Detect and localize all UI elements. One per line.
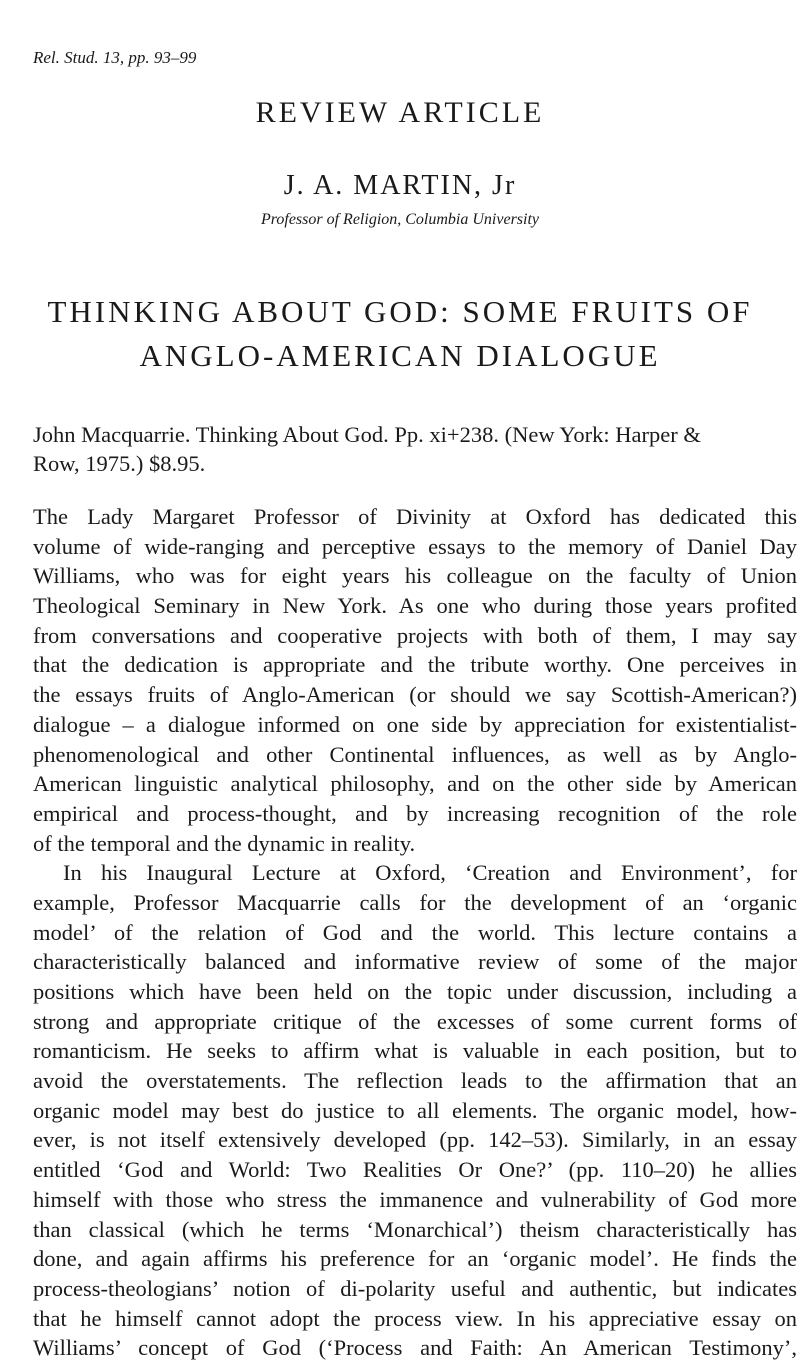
text-line: himself with those who stress the immanence and vulnerability of God more — [33, 1186, 797, 1212]
text-line: than classical (which he terms ‘Monarchical’) theism characteristically has — [33, 1216, 797, 1242]
citation-line: Row, 1975.) $8.95. — [33, 451, 206, 476]
article-title-line: ANGLO-AMERICAN DIALOGUE — [139, 338, 661, 373]
paragraph-1 — [33, 502, 797, 858]
journal-reference: Rel. Stud. 13, pp. 93–99 — [33, 48, 197, 67]
author-affiliation: Professor of Religion, Columbia University — [260, 211, 540, 228]
text-line: from conversations and cooperative projects with both of them, I may say — [33, 622, 797, 648]
text-line: done, and again affirms his preference for an ‘organic model’. He finds the — [33, 1246, 797, 1272]
text-line: that the dedication is appropriate and the tribute worthy. One perceives in — [33, 652, 797, 678]
text-line: positions which have been held on the topic under discussion, including a — [33, 979, 797, 1004]
text-line: example, Professor Macquarrie calls for the development of an ‘organic — [33, 889, 797, 915]
author-name: J. A. MARTIN, Jr — [283, 170, 517, 201]
text-line: romanticism. He seeks to affirm what is valuable in each position, but to — [33, 1038, 797, 1064]
book-citation — [33, 420, 773, 478]
article-body — [33, 502, 797, 1363]
text-line: empirical and process-thought, and by increasing recognition of the role — [33, 800, 797, 826]
text-line: phenomenological and other Continental influences, as well as by Anglo- — [33, 741, 797, 767]
text-line: strong and appropriate critique of the excesses of some current forms of — [33, 1008, 797, 1034]
text-line: avoid the overstatements. The reflection leads to the affirmation that an — [33, 1068, 797, 1094]
text-line: Williams’ concept of God (‘Process and Faith: An American Testimony’, — [33, 1335, 797, 1361]
citation-line: John Macquarrie. Thinking About God. Pp. xi+238. (New York: Harper & — [33, 422, 701, 447]
text-line: the essays fruits of Anglo-American (or should we say Scottish-American?) — [33, 682, 797, 708]
paragraph-2 — [33, 858, 797, 1363]
text-line: Williams, who was for eight years his colleague on the faculty of Union — [33, 563, 797, 589]
text-line: Theological Seminary in New York. As one who during those years profited — [33, 593, 797, 619]
text-line: model’ of the relation of God and the world. This lecture contains a — [33, 919, 797, 945]
text-line: characteristically balanced and informative review of some of the major — [33, 949, 797, 975]
article-title-line: THINKING ABOUT GOD: SOME FRUITS OF — [47, 294, 753, 329]
text-line: process-theologians’ notion of di-polarity useful and authentic, but indicates — [33, 1275, 797, 1301]
article-title — [0, 290, 800, 378]
text-line: volume of wide-ranging and perceptive essays to the memory of Daniel Day — [33, 533, 797, 559]
text-line: that he himself cannot adopt the process view. In his appreciative essay on — [33, 1305, 797, 1331]
text-line: dialogue – a dialogue informed on one side by appreciation for existentialist- — [33, 711, 797, 737]
text-line: American linguistic analytical philosophy, and on the other side by American — [33, 771, 797, 797]
text-line: ever, is not itself extensively developed (pp. 142–53). Similarly, in an essay — [33, 1127, 797, 1153]
text-line: of the temporal and the dynamic in reality. — [33, 830, 416, 856]
text-line: organic model may best do justice to all elements. The organic model, how- — [33, 1097, 797, 1123]
text-line: entitled ‘God and World: Two Realities Or One?’ (pp. 110–20) he allies — [33, 1157, 797, 1183]
section-label: REVIEW ARTICLE — [255, 96, 545, 129]
text-line: The Lady Margaret Professor of Divinity at Oxford has dedicated this — [33, 504, 797, 529]
text-line: In his Inaugural Lecture at Oxford, ‘Creation and Environment’, for — [63, 860, 797, 886]
